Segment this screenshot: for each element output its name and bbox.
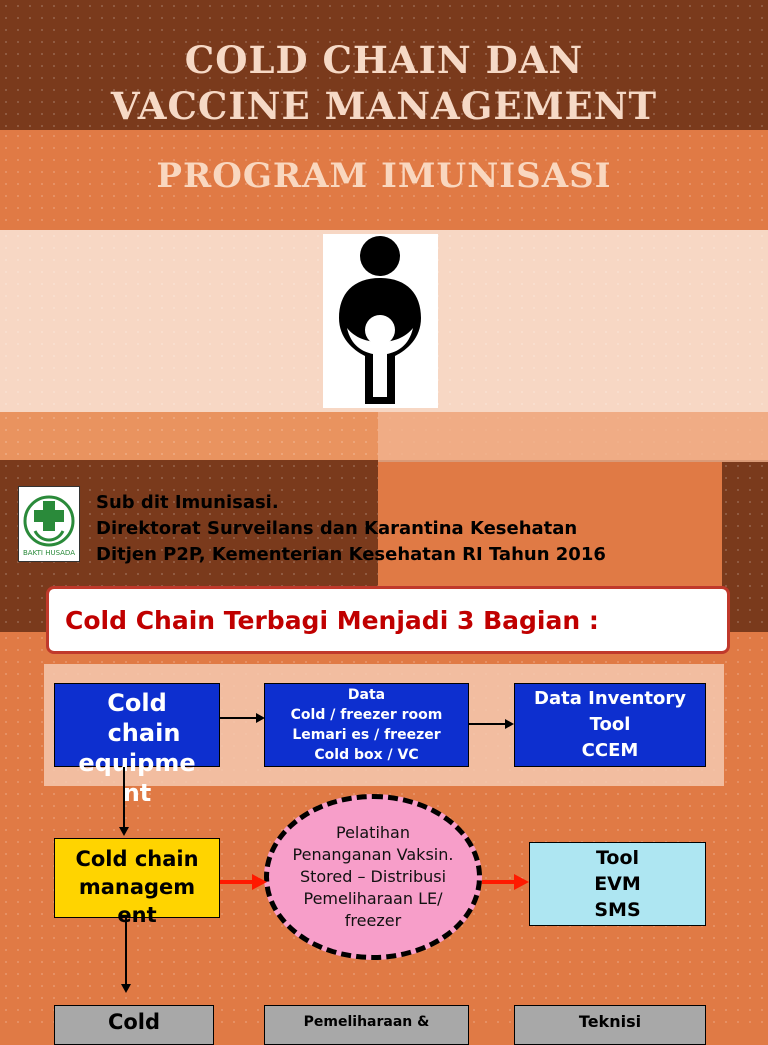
arrow-management-to-training (220, 872, 268, 892)
equipment-l1: Cold (107, 689, 167, 717)
tool-l2: EVM (594, 873, 641, 895)
data-l1: Data (347, 687, 386, 703)
equipment-l4: nt (122, 779, 152, 807)
tool-box (529, 842, 706, 926)
arrow-equipment-to-management (116, 767, 132, 837)
org-line3: Ditjen P2P, Kementerian Kesehatan RI Tahun 2016 (96, 544, 606, 565)
equipment-box (54, 683, 220, 807)
data-l4: Cold box / VC (314, 747, 419, 763)
subtitle: PROGRAM IMUNISASI (156, 156, 612, 196)
bottom2-l1: Pemeliharaan & (303, 1014, 430, 1030)
arrow-management-to-bottom (118, 918, 134, 994)
equipment-l2: chain (107, 719, 181, 747)
bottom3-l1: Teknisi (578, 1012, 642, 1031)
inventory-l2: Tool (589, 714, 631, 735)
tool-l1: Tool (595, 847, 640, 869)
equipment-l3: equipme (78, 749, 196, 777)
org-text (96, 490, 606, 568)
arrow-equipment-to-data (220, 710, 266, 726)
bakti-husada-logo-icon (18, 486, 80, 562)
inventory-l3: CCEM (581, 740, 639, 761)
org-line2: Direktorat Surveilans dan Karantina Kesehatan (96, 518, 578, 539)
training-l4: Pemeliharaan LE/ (303, 889, 443, 908)
arrow-training-to-tool (482, 872, 530, 892)
logo-text: BAKTI HUSADA (22, 549, 76, 557)
title-line2: VACCINE MANAGEMENT (110, 84, 658, 128)
bottom1-l1: Cold (107, 1010, 161, 1034)
training-oval (264, 794, 482, 960)
bottom-box-3 (514, 1005, 706, 1045)
section-banner (46, 586, 730, 654)
management-box (54, 838, 220, 927)
management-l2: managem (78, 875, 196, 899)
data-l3: Lemari es / freezer (292, 727, 441, 743)
data-l2: Cold / freezer room (290, 707, 443, 723)
inventory-box (514, 683, 706, 767)
bottom-box-2 (264, 1005, 469, 1045)
title-line1: COLD CHAIN DAN (184, 38, 584, 82)
tool-l3: SMS (594, 899, 641, 921)
banner-text: Cold Chain Terbagi Menjadi 3 Bagian : (65, 605, 599, 635)
training-l3: Stored – Distribusi (299, 867, 447, 886)
bottom-box-1 (54, 1005, 214, 1045)
management-l3: ent (117, 903, 157, 927)
org-line1: Sub dit Imunisasi. (96, 492, 279, 513)
data-box (264, 683, 469, 767)
training-l2: Penanganan Vaksin. (292, 845, 454, 864)
training-l1: Pelatihan (336, 823, 410, 842)
management-l1: Cold chain (75, 847, 199, 871)
mother-child-icon (323, 234, 438, 408)
training-l5: freezer (344, 911, 402, 930)
arrow-data-to-inventory (469, 716, 515, 732)
light-panel-right (378, 412, 768, 462)
inventory-l1: Data Inventory (534, 688, 686, 709)
